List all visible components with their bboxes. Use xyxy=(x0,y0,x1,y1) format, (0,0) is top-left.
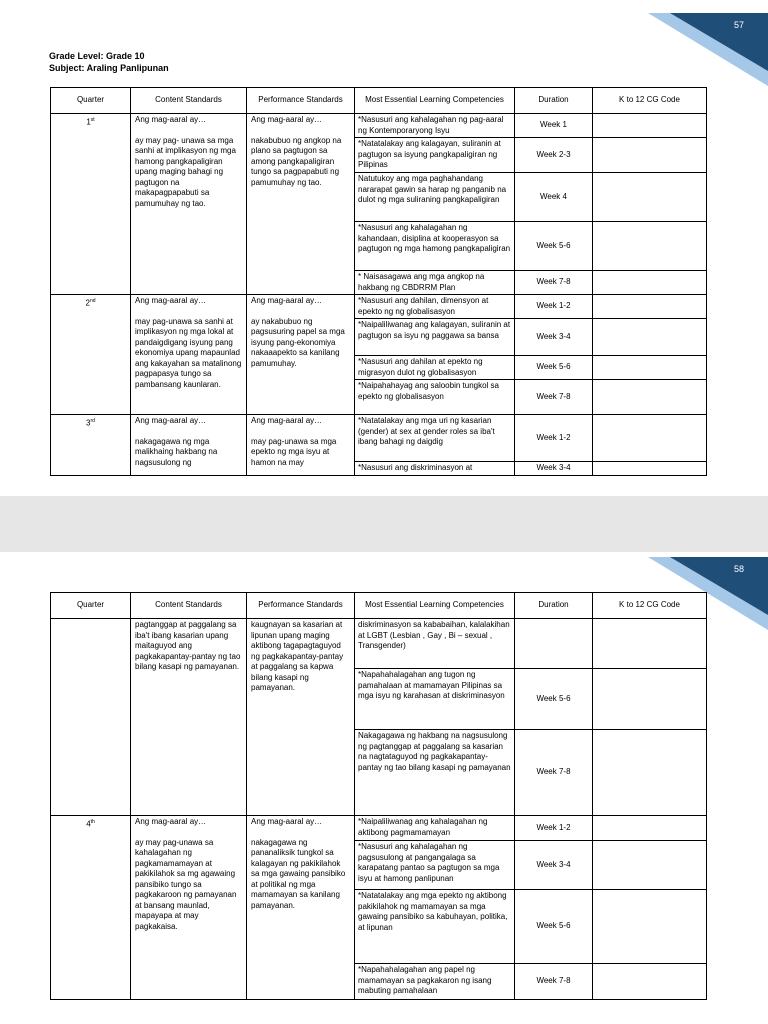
cg-code-cell xyxy=(593,380,707,415)
cg-code-cell xyxy=(593,295,707,319)
curriculum-table xyxy=(50,87,707,476)
duration-cell: Week 7-8 xyxy=(515,271,593,295)
page-number: 57 xyxy=(733,20,744,30)
header-performance-standards: Performance Standards xyxy=(247,88,355,114)
cg-code-cell xyxy=(593,114,707,138)
performance-standards-cell xyxy=(247,816,355,1000)
duration-cell: Week 3-4 xyxy=(515,319,593,356)
cg-code-cell xyxy=(593,138,707,173)
cg-code-cell xyxy=(593,619,707,669)
duration-cell: Week 1 xyxy=(515,114,593,138)
melc-cell: *Nasusuri ang kahalagahan ng pagsusulong at pangangalaga sa karapatang pantao sa pagtugon sa mga isyu at hamong panlipunan xyxy=(355,841,515,890)
quarter-suffix: st xyxy=(90,117,95,123)
performance-lead: Ang mag-aaral ay… xyxy=(251,296,323,305)
content-standards-cell xyxy=(131,415,247,476)
content-body: ay may pag- unawa sa mga sanhi at implikasyon ng mga hamong pangkapaligiran upang maging bahagi ng pagtugon na makapagpapabuti sa pamumuhay ng tao. xyxy=(135,135,236,208)
table-header-row xyxy=(51,593,707,619)
performance-body: kaugnayan sa kasarian at lipunan upang maging aktibong tagapagtaguyod ng pagkakapantay-pantay at paggalang sa kapwa bilang kasapi ng pamayanan. xyxy=(251,620,344,692)
melc-cell: * Naisasagawa ang mga angkop na hakbang ng CBDRRM Plan xyxy=(355,271,515,295)
quarter-number: 2 xyxy=(85,298,90,308)
curriculum-table xyxy=(50,592,707,1000)
header-cg-code: K to 12 CG Code xyxy=(593,88,707,114)
cg-code-cell xyxy=(593,415,707,462)
content-body: ay may pag-unawa sa kahalagahan ng pagkamamamayan at pakikilahok sa mg agawaing pansibiko tungo sa pagkakaroon ng pamayanan at bansang maunlad, mapayapa at may pagkakaisa. xyxy=(135,837,237,931)
content-lead: Ang mag-aaral ay… xyxy=(135,416,207,425)
performance-body: nakabubuo ng angkop na plano sa pagtugon sa among pangkapaligiran tungo sa pagpapabuti ng pamumuhay ng tao. xyxy=(251,135,342,187)
performance-standards-cell xyxy=(247,619,355,816)
cg-code-cell xyxy=(593,841,707,890)
duration-cell: Week 3-4 xyxy=(515,462,593,476)
table-row xyxy=(51,114,707,138)
melc-cell: *Nasusuri ang kahalagahan ng kahandaan, disiplina at kooperasyon sa pagtugon ng mga hamong pangkapaligiran xyxy=(355,222,515,271)
duration-cell: Week 1-2 xyxy=(515,816,593,841)
duration-cell: Week 5-6 xyxy=(515,356,593,380)
content-standards-cell xyxy=(131,114,247,295)
performance-standards-cell xyxy=(247,114,355,295)
melc-cell: *Nasusuri ang kahalagahan ng pag-aaral ng Kontemporaryong Isyu xyxy=(355,114,515,138)
table-row xyxy=(51,816,707,841)
duration-cell: Week 5-6 xyxy=(515,669,593,730)
duration-cell: Week 1-2 xyxy=(515,415,593,462)
content-body: may pag-unawa sa sanhi at implikasyon ng mga lokal at pandaigdigang isyung pang ekonomiya upang mapaunlad ang kakayahan sa matalinong pagpapasya tungo sa pambansang kaunlaran. xyxy=(135,316,242,389)
page-number: 58 xyxy=(733,564,744,574)
melc-cell: *Nasusuri ang diskriminasyon at xyxy=(355,462,515,476)
cg-code-cell xyxy=(593,462,707,476)
melc-cell: Nakagagawa ng hakbang na nagsusulong ng pagtanggap at paggalang sa kasarian na nagtataguyod ng pagkakapantay-pantay ng tao bilang kasapi ng pamayanan xyxy=(355,730,515,816)
quarter-cell xyxy=(51,295,131,415)
performance-body: may pag-unawa sa mga epekto ng mga isyu at hamon na may xyxy=(251,436,337,467)
quarter-cell xyxy=(51,415,131,476)
table-row xyxy=(51,295,707,319)
header-performance-standards: Performance Standards xyxy=(247,593,355,619)
content-lead: Ang mag-aaral ay… xyxy=(135,115,207,124)
header-duration: Duration xyxy=(515,88,593,114)
quarter-cell xyxy=(51,619,131,816)
melc-cell: diskriminasyon sa kababaihan, kalalakihan at LGBT (Lesbian , Gay , Bi – sexual , Transgender) xyxy=(355,619,515,669)
cg-code-cell xyxy=(593,964,707,1000)
duration-cell: Week 2-3 xyxy=(515,138,593,173)
quarter-number: 4 xyxy=(86,819,91,829)
melc-cell: *Natatalakay ang mga epekto ng aktibong pakikilahok ng mamamayan sa mga gawaing pansibiko sa kabuhayan, politika, at lipunan xyxy=(355,890,515,964)
cg-code-cell xyxy=(593,222,707,271)
performance-body: ay nakabubuo ng pagsusuring papel sa mga isyung pang-ekonomiya nakaaapekto sa kanilang pamumuhay. xyxy=(251,316,345,368)
performance-lead: Ang mag-aaral ay… xyxy=(251,115,323,124)
cg-code-cell xyxy=(593,890,707,964)
cg-code-cell xyxy=(593,319,707,356)
quarter-suffix: nd xyxy=(89,298,96,304)
quarter-number: 3 xyxy=(86,418,91,428)
cg-code-cell xyxy=(593,816,707,841)
content-body: nakagagawa ng mga malikhaing hakbang na nagsusulong ng xyxy=(135,436,218,467)
duration-cell: Week 1-2 xyxy=(515,295,593,319)
melc-cell: *Nasusuri ang dahilan at epekto ng migrasyon dulot ng globalisasyon xyxy=(355,356,515,380)
table-row xyxy=(51,415,707,462)
header-melc: Most Essential Learning Competencies xyxy=(355,593,515,619)
duration-cell: Week 7-8 xyxy=(515,380,593,415)
cg-code-cell xyxy=(593,356,707,380)
melc-cell: *Nasusuri ang dahilan, dimensyon at epekto ng ng globalisasyon xyxy=(355,295,515,319)
performance-lead: Ang mag-aaral ay… xyxy=(251,416,323,425)
performance-lead: Ang mag-aaral ay… xyxy=(251,817,323,826)
duration-cell xyxy=(515,619,593,669)
subject: Subject: Araling Panlipunan xyxy=(49,63,169,73)
cg-code-cell xyxy=(593,669,707,730)
header-content-standards: Content Standards xyxy=(131,593,247,619)
melc-cell: *Naipahahayag ang saloobin tungkol sa epekto ng globalisasyon xyxy=(355,380,515,415)
header-quarter: Quarter xyxy=(51,88,131,114)
quarter-cell xyxy=(51,816,131,1000)
content-standards-cell xyxy=(131,295,247,415)
melc-cell: *Napahahalagahan ang papel ng mamamayan sa pagkakaron ng isang mabuting pamahalaan xyxy=(355,964,515,1000)
melc-cell: *Naipaliliwanag ang kahalagahan ng aktibong pagmamamayan xyxy=(355,816,515,841)
page-58 xyxy=(0,552,768,1024)
performance-standards-cell xyxy=(247,415,355,476)
page-57 xyxy=(0,0,768,496)
header-duration: Duration xyxy=(515,593,593,619)
performance-standards-cell xyxy=(247,295,355,415)
header-quarter: Quarter xyxy=(51,593,131,619)
header-cg-code: K to 12 CG Code xyxy=(593,593,707,619)
cg-code-cell xyxy=(593,173,707,222)
document-meta xyxy=(49,50,169,74)
melc-cell: Natutukoy ang mga paghahandang nararapat gawin sa harap ng panganib na dulot ng mga suliraning pangkapaligiran xyxy=(355,173,515,222)
duration-cell: Week 3-4 xyxy=(515,841,593,890)
duration-cell: Week 5-6 xyxy=(515,222,593,271)
content-lead: Ang mag-aaral ay… xyxy=(135,296,207,305)
header-content-standards: Content Standards xyxy=(131,88,247,114)
cg-code-cell xyxy=(593,271,707,295)
header-melc: Most Essential Learning Competencies xyxy=(355,88,515,114)
melc-cell: *Natatalakay ang kalagayan, suliranin at pagtugon sa isyung pangkapaligiran ng Pilipinas xyxy=(355,138,515,173)
quarter-suffix: rd xyxy=(90,418,95,424)
quarter-suffix: th xyxy=(90,819,95,825)
table-row xyxy=(51,619,707,669)
quarter-cell xyxy=(51,114,131,295)
content-body: pagtanggap at paggalang sa iba't ibang kasarian upang maitaguyod ang pagkakapantay-pantay ng tao bilang kasapi ng pamayanan. xyxy=(135,620,241,671)
content-standards-cell xyxy=(131,619,247,816)
quarter-number: 1 xyxy=(86,117,91,127)
content-lead: Ang mag-aaral ay… xyxy=(135,817,207,826)
performance-body: nakagagawa ng pananaliksik tungkol sa kalagayan ng pakikilahok sa mga gawaing pansibiko at politikal ng mga mamamayan sa kanilang pamayanan. xyxy=(251,837,346,910)
duration-cell: Week 4 xyxy=(515,173,593,222)
grade-level: Grade Level: Grade 10 xyxy=(49,51,145,61)
melc-cell: *Napahahalagahan ang tugon ng pamahalaan at mamamayan Pilipinas sa mga isyu ng karahasan at diskriminasyon xyxy=(355,669,515,730)
duration-cell: Week 7-8 xyxy=(515,964,593,1000)
melc-cell: *Naipaliliwanag ang kalagayan, suliranin at pagtugon sa isyu ng paggawa sa bansa xyxy=(355,319,515,356)
table-header-row xyxy=(51,88,707,114)
melc-cell: *Natatalakay ang mga uri ng kasarian (gender) at sex at gender roles sa iba't ibang bahagi ng daigdig xyxy=(355,415,515,462)
cg-code-cell xyxy=(593,730,707,816)
duration-cell: Week 7-8 xyxy=(515,730,593,816)
page-corner-banner xyxy=(648,13,768,93)
content-standards-cell xyxy=(131,816,247,1000)
duration-cell: Week 5-6 xyxy=(515,890,593,964)
